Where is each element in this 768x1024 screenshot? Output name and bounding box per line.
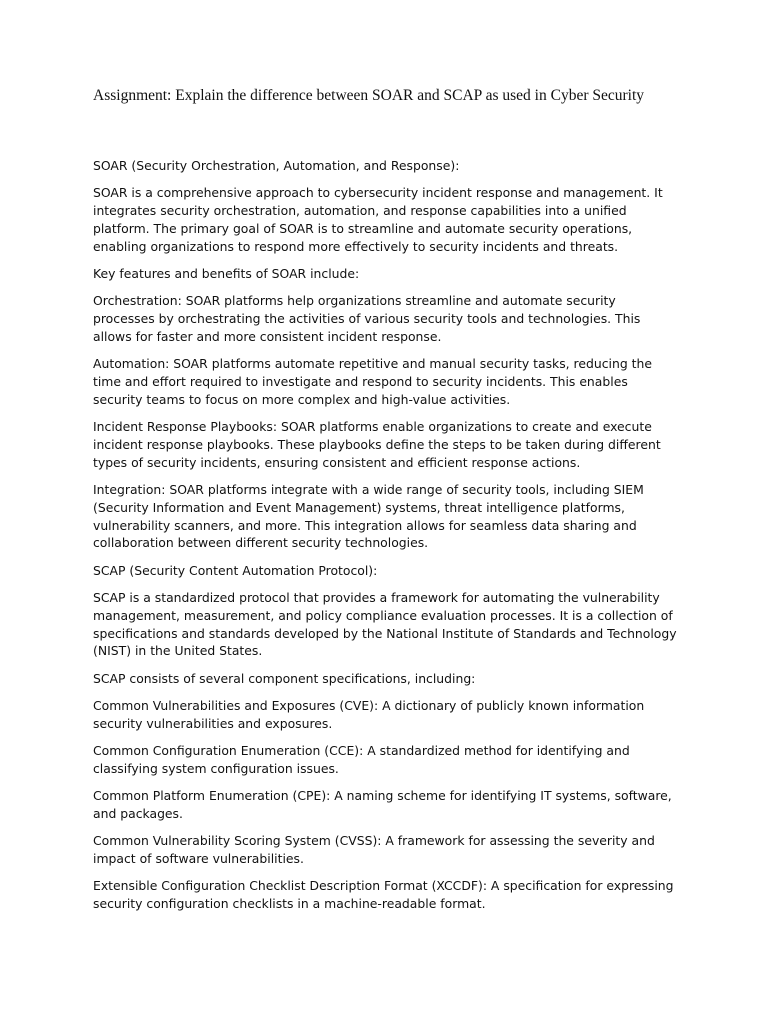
scap-components-heading: SCAP consists of several component specifications, including: bbox=[93, 670, 476, 686]
soar-automation-paragraph: Automation: SOAR platforms automate repetitive and manual security tasks, reducing the time and effort required to investigate and respond to security incidents. This enables security teams to focus on more complex and high-value activities. bbox=[93, 356, 652, 407]
scap-cpe-paragraph: Common Platform Enumeration (CPE): A naming scheme for identifying IT systems, software, and packages. bbox=[93, 788, 672, 821]
scap-cve-paragraph: Common Vulnerabilities and Exposures (CVE): A dictionary of publicly known information security vulnerabilities and exposures. bbox=[93, 697, 645, 731]
scap-xccdf-paragraph: Extensible Configuration Checklist Description Format (XCCDF): A specification for expressing security configuration checklists in a machine-readable format. bbox=[93, 878, 674, 912]
scap-cce-paragraph: Common Configuration Enumeration (CCE): A standardized method for identifying and classifying system configuration issues. bbox=[93, 743, 630, 776]
scap-heading: SCAP (Security Content Automation Protocol): bbox=[93, 562, 378, 578]
soar-features-heading: Key features and benefits of SOAR include: bbox=[93, 265, 360, 281]
soar-integration-paragraph: Integration: SOAR platforms integrate with a wide range of security tools, including SIEM (Security Information and Event Management) systems, threat intelligence platforms, vulnerability scanners, and more. This integration allows for seamless data sharing and collaboration between different security technologies. bbox=[93, 481, 644, 551]
scap-intro-paragraph: SCAP is a standardized protocol that provides a framework for automating the vulnerability management, measurement, and policy compliance evaluation processes. It is a collection of specifications and standards developed by the National Institute of Standards and Technology (NIST) in the United States. bbox=[93, 589, 677, 659]
soar-orchestration-paragraph: Orchestration: SOAR platforms help organizations streamline and automate security processes by orchestrating the activities of various security tools and technologies. This allows for faster and more consistent incident response. bbox=[93, 293, 641, 344]
soar-playbooks-paragraph: Incident Response Playbooks: SOAR platforms enable organizations to create and execute incident response playbooks. These playbooks define the steps to be taken during different types of security incidents, ensuring consistent and efficient response actions. bbox=[93, 419, 661, 470]
document-title: Assignment: Explain the difference between SOAR and SCAP as used in Cyber Security bbox=[93, 87, 645, 104]
document-body bbox=[93, 157, 678, 922]
soar-heading: SOAR (Security Orchestration, Automation, and Response): bbox=[93, 158, 460, 173]
soar-intro-paragraph: SOAR is a comprehensive approach to cybersecurity incident response and management. It integrates security orchestration, automation, and response capabilities into a unified platform. The primary goal of SOAR is to streamline and automate security operations, enabling organizations to respond more effectively to security incidents and threats. bbox=[93, 185, 663, 254]
scap-cvss-paragraph: Common Vulnerability Scoring System (CVSS): A framework for assessing the severity and impact of software vulnerabilities. bbox=[93, 833, 655, 866]
